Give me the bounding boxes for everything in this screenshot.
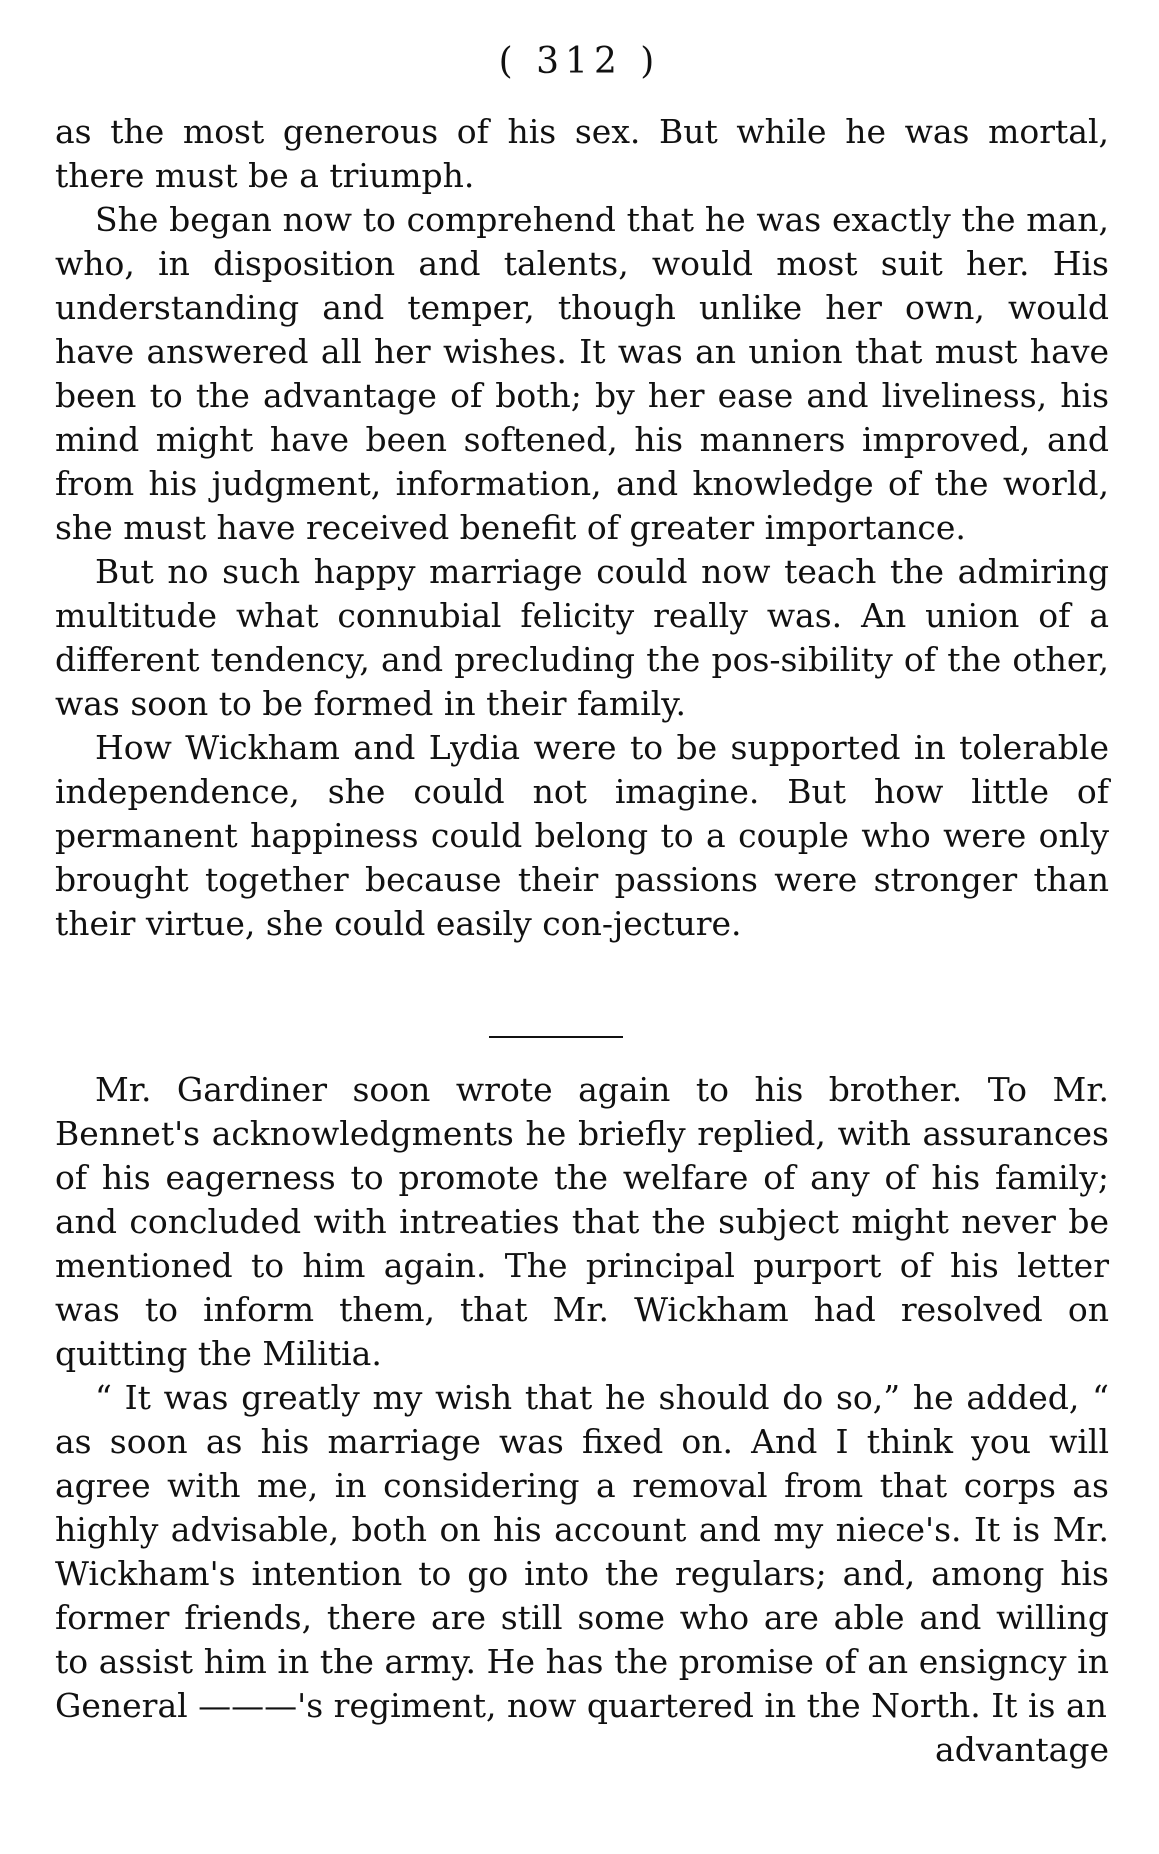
text-section-2 [55,1068,1109,1772]
paragraph-comprehend: She began now to comprehend that he was exactly the man, who, in disposition and talents, would most suit her. His understanding and temper, though unlike her own, would have answered all her wishes. It was an union that must have been to the advantage of both; by her ease and liveliness, his mind might have been softened, his manners improved, and from his judgment, information, and knowledge of the world, she must have received benefit of greater importance. [55,200,1109,547]
paragraph-gardiner-letter: Mr. Gardiner soon wrote again to his brother. To Mr. Bennet's acknowledgments he briefly replied, with assurances of his eagerness to promote the welfare of any of his family; and concluded with intreaties that the subject might never be mentioned to him again. The principal purport of his letter was to inform them, that Mr. Wickham had resolved on quitting the Militia. [55,1070,1109,1373]
paragraph-continuation: as the most generous of his sex. But while he was mortal, there must be a triumph. [55,112,1109,195]
text-section-1 [55,110,1109,946]
page-number: ( 312 ) [498,41,661,82]
paragraph-no-such-marriage: But no such happy marriage could now teach the admiring multitude what connubial felicity really was. An union of a different tendency, and precluding the pos-sibility of the other, was soon to be formed in their family. [55,552,1109,723]
paragraph-gardiner-quote: “ It was greatly my wish that he should do so,” he added, “ as soon as his marriage was fixed on. And I think you will agree with me, in considering a removal from that corps as highly advisable, both on his account and my niece's. It is Mr. Wickham's intention to go into the regulars; and, among his former friends, there are still some who are able and willing to assist him in the army. He has the promise of an ensigncy in General ———'s regiment, now quartered in the North. It is an [55,1378,1109,1725]
section-divider [489,1036,623,1038]
paragraph-wickham-lydia: How Wickham and Lydia were to be supported in tolerable independence, she could not imagine. But how little of permanent happiness could belong to a couple who were only brought together because their passions were stronger than their virtue, she could easily con-jecture. [55,728,1109,943]
catchword: advantage [935,1730,1109,1769]
